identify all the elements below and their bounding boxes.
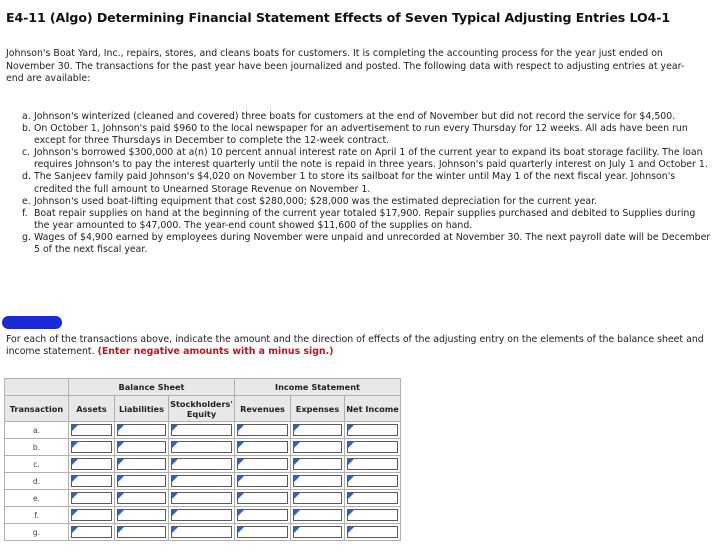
liabilities-input[interactable] <box>117 509 166 521</box>
cell-equity <box>169 507 235 524</box>
col-expenses: Expenses <box>291 396 345 422</box>
list-item <box>22 196 712 208</box>
item-label: b. <box>22 123 31 135</box>
input-corner-marker <box>172 442 178 448</box>
table-row <box>5 524 401 541</box>
expenses-input[interactable] <box>293 509 342 521</box>
cell-liabilities <box>115 490 169 507</box>
input-corner-marker <box>72 459 78 465</box>
liabilities-input[interactable] <box>117 492 166 504</box>
input-corner-marker <box>348 476 354 482</box>
list-item <box>22 208 712 232</box>
cell-expenses <box>291 473 345 490</box>
header-blank <box>5 379 69 396</box>
cell-liabilities <box>115 524 169 541</box>
net-income-input[interactable] <box>347 526 398 538</box>
cell-revenues <box>235 439 291 456</box>
cell-assets <box>69 524 115 541</box>
item-label: d. <box>22 171 31 183</box>
table-row <box>5 422 401 439</box>
instructions <box>6 334 706 359</box>
cell-revenues <box>235 524 291 541</box>
item-label: c. <box>22 147 31 159</box>
equity-input[interactable] <box>171 492 232 504</box>
list-item <box>22 123 712 147</box>
cell-revenues <box>235 422 291 439</box>
row-transaction-label: d. <box>5 473 69 490</box>
net-income-input[interactable] <box>347 475 398 487</box>
item-text: On October 1, Johnson's paid $960 to the local newspaper for an advertisement to run every Thursday for 12 weeks. All ads have been run except for three Thursdays in December to complete the 12-week contract. <box>34 123 688 147</box>
cell-equity <box>169 439 235 456</box>
item-text: Johnson's winterized (cleaned and covered) three boats for customers at the end of November but did not record the service for $4,500. <box>34 111 676 122</box>
input-corner-marker <box>118 442 124 448</box>
item-text: Boat repair supplies on hand at the beginning of the current year totaled $17,900. Repair supplies purchased and debited to Supplies during the year amounted to $47,000. The year-end count showed $11,600 of the supplies on hand. <box>34 207 696 231</box>
row-transaction-label: c. <box>5 456 69 473</box>
revenues-input[interactable] <box>237 509 288 521</box>
liabilities-input[interactable] <box>117 526 166 538</box>
input-corner-marker <box>118 476 124 482</box>
expenses-input[interactable] <box>293 526 342 538</box>
assets-input[interactable] <box>71 509 112 521</box>
cell-equity <box>169 490 235 507</box>
col-revenues: Revenues <box>235 396 291 422</box>
input-corner-marker <box>294 527 300 533</box>
item-label: g. <box>22 231 31 243</box>
cell-expenses <box>291 507 345 524</box>
expenses-input[interactable] <box>293 475 342 487</box>
liabilities-input[interactable] <box>117 458 166 470</box>
cell-assets <box>69 456 115 473</box>
cell-liabilities <box>115 473 169 490</box>
input-corner-marker <box>294 459 300 465</box>
expenses-input[interactable] <box>293 441 342 453</box>
input-corner-marker <box>172 476 178 482</box>
input-corner-marker <box>294 510 300 516</box>
balance-sheet-header: Balance Sheet <box>69 379 235 396</box>
revenues-input[interactable] <box>237 424 288 436</box>
equity-input[interactable] <box>171 475 232 487</box>
adjustment-list <box>22 111 712 256</box>
input-corner-marker <box>172 510 178 516</box>
input-corner-marker <box>238 459 244 465</box>
item-label: f. <box>22 207 28 219</box>
item-text: Johnson's borrowed $300,000 at a(n) 10 percent annual interest rate on April 1 of the current year to expand its boat storage facility. The loan requires Johnson's to pay the interest quarterly until the note is repaid in three years. Johnson's paid quarterly interest on July 1 and October 1. <box>34 147 708 171</box>
input-corner-marker <box>118 527 124 533</box>
cell-net-income <box>345 507 401 524</box>
expenses-input[interactable] <box>293 492 342 504</box>
equity-input[interactable] <box>171 441 232 453</box>
assets-input[interactable] <box>71 458 112 470</box>
cell-liabilities <box>115 456 169 473</box>
list-item <box>22 147 712 171</box>
table-row <box>5 439 401 456</box>
input-corner-marker <box>118 493 124 499</box>
item-text: Wages of $4,900 earned by employees during November were unpaid and unrecorded at November 30. The next payroll date will be December 5 of the next fiscal year. <box>34 231 711 256</box>
input-corner-marker <box>348 442 354 448</box>
intro-paragraph: Johnson's Boat Yard, Inc., repairs, stores, and cleans boats for customers. It is completing the accounting process for the year just ended on November 30. The transactions for the past year have been journalized and posted. The following data with respect to adjusting entries at year-end are available: <box>6 48 685 85</box>
input-corner-marker <box>72 425 78 431</box>
input-corner-marker <box>348 527 354 533</box>
item-text: The Sanjeev family paid Johnson's $4,020 on November 1 to store its sailboat for the winter until May 1 of the next fiscal year. Johnson's credited the full amount to Unearned Storage Revenue on November 1. <box>34 171 676 195</box>
col-assets: Assets <box>69 396 115 422</box>
input-corner-marker <box>238 493 244 499</box>
input-corner-marker <box>72 476 78 482</box>
item-label: a. <box>22 111 31 122</box>
cell-equity <box>169 473 235 490</box>
instructions-text: For each of the transactions above, indicate the amount and the direction of effects of the adjusting entry on the elements of the balance sheet and income statement. <box>6 334 704 358</box>
expenses-input[interactable] <box>293 424 342 436</box>
item-label: e. <box>22 195 31 207</box>
cell-net-income <box>345 524 401 541</box>
cell-equity <box>169 524 235 541</box>
cell-expenses <box>291 490 345 507</box>
revenues-input[interactable] <box>237 475 288 487</box>
revenues-input[interactable] <box>237 458 288 470</box>
liabilities-input[interactable] <box>117 475 166 487</box>
row-transaction-label: e. <box>5 490 69 507</box>
input-corner-marker <box>238 425 244 431</box>
assets-input[interactable] <box>71 475 112 487</box>
net-income-input[interactable] <box>347 441 398 453</box>
row-transaction-label: f. <box>5 507 69 524</box>
input-corner-marker <box>118 510 124 516</box>
cell-assets <box>69 422 115 439</box>
net-income-input[interactable] <box>347 424 398 436</box>
cell-revenues <box>235 473 291 490</box>
cell-expenses <box>291 439 345 456</box>
liabilities-input[interactable] <box>117 441 166 453</box>
assets-input[interactable] <box>71 526 112 538</box>
cell-assets <box>69 507 115 524</box>
cell-net-income <box>345 422 401 439</box>
input-corner-marker <box>72 493 78 499</box>
cell-expenses <box>291 524 345 541</box>
cell-liabilities <box>115 422 169 439</box>
table-row <box>5 456 401 473</box>
cell-expenses <box>291 422 345 439</box>
col-transaction: Transaction <box>5 396 69 422</box>
cell-net-income <box>345 473 401 490</box>
assets-input[interactable] <box>71 492 112 504</box>
input-corner-marker <box>348 510 354 516</box>
table-row <box>5 507 401 524</box>
input-corner-marker <box>172 459 178 465</box>
input-corner-marker <box>172 493 178 499</box>
cell-revenues <box>235 490 291 507</box>
input-corner-marker <box>294 425 300 431</box>
input-corner-marker <box>118 425 124 431</box>
cell-net-income <box>345 490 401 507</box>
row-transaction-label: b. <box>5 439 69 456</box>
cell-liabilities <box>115 439 169 456</box>
liabilities-input[interactable] <box>117 424 166 436</box>
cell-revenues <box>235 507 291 524</box>
equity-input[interactable] <box>171 458 232 470</box>
col-stockholders-equity: Stockholders' Equity <box>169 396 235 422</box>
cell-equity <box>169 456 235 473</box>
cell-expenses <box>291 456 345 473</box>
cell-assets <box>69 439 115 456</box>
input-corner-marker <box>172 527 178 533</box>
table-row <box>5 473 401 490</box>
equity-input[interactable] <box>171 424 232 436</box>
cell-net-income <box>345 439 401 456</box>
cell-assets <box>69 473 115 490</box>
cell-net-income <box>345 456 401 473</box>
row-transaction-label: a. <box>5 422 69 439</box>
revenues-input[interactable] <box>237 492 288 504</box>
redaction-mark <box>2 316 62 329</box>
cell-liabilities <box>115 507 169 524</box>
input-corner-marker <box>238 442 244 448</box>
income-statement-header: Income Statement <box>235 379 401 396</box>
expenses-input[interactable] <box>293 458 342 470</box>
input-corner-marker <box>348 425 354 431</box>
table-row <box>5 490 401 507</box>
input-corner-marker <box>294 493 300 499</box>
revenues-input[interactable] <box>237 441 288 453</box>
input-corner-marker <box>238 527 244 533</box>
list-item <box>22 171 712 195</box>
net-income-input[interactable] <box>347 492 398 504</box>
cell-revenues <box>235 456 291 473</box>
input-corner-marker <box>294 476 300 482</box>
exercise-title: E4-11 (Algo) Determining Financial Statement Effects of Seven Typical Adjusting Entries LO4-1 <box>6 10 671 25</box>
negative-amount-warning: (Enter negative amounts with a minus sign.) <box>97 346 334 358</box>
effects-table <box>4 378 401 541</box>
net-income-input[interactable] <box>347 458 398 470</box>
input-corner-marker <box>172 425 178 431</box>
input-corner-marker <box>294 442 300 448</box>
list-item <box>22 111 712 123</box>
input-corner-marker <box>72 527 78 533</box>
input-corner-marker <box>238 476 244 482</box>
input-corner-marker <box>72 510 78 516</box>
input-corner-marker <box>348 459 354 465</box>
input-corner-marker <box>72 442 78 448</box>
input-corner-marker <box>238 510 244 516</box>
assets-input[interactable] <box>71 441 112 453</box>
col-net-income: Net Income <box>345 396 401 422</box>
list-item <box>22 232 712 256</box>
cell-assets <box>69 490 115 507</box>
input-corner-marker <box>348 493 354 499</box>
assets-input[interactable] <box>71 424 112 436</box>
equity-input[interactable] <box>171 526 232 538</box>
col-liabilities: Liabilities <box>115 396 169 422</box>
item-text: Johnson's used boat-lifting equipment that cost $280,000; $28,000 was the estimated depreciation for the current year. <box>34 195 598 207</box>
input-corner-marker <box>118 459 124 465</box>
net-income-input[interactable] <box>347 509 398 521</box>
revenues-input[interactable] <box>237 526 288 538</box>
cell-equity <box>169 422 235 439</box>
equity-input[interactable] <box>171 509 232 521</box>
row-transaction-label: g. <box>5 524 69 541</box>
